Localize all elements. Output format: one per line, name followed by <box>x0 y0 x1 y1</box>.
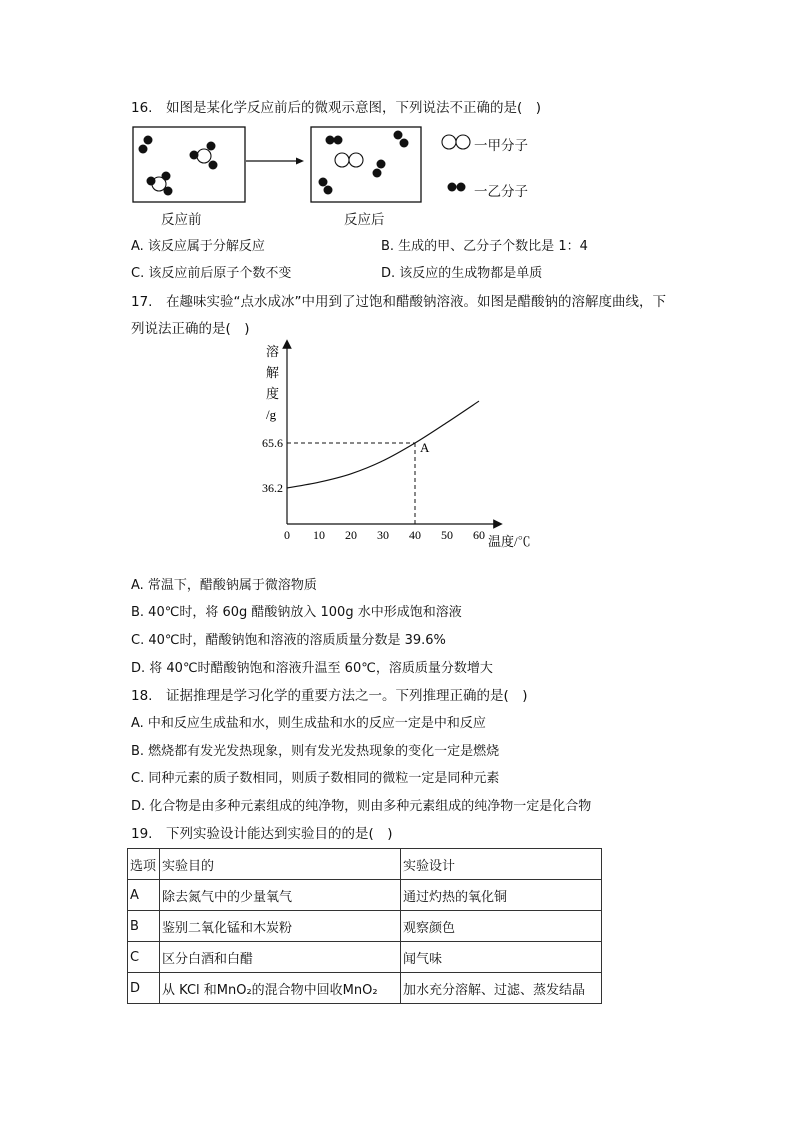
black-atom <box>162 172 171 181</box>
q18-option-a: A. 中和反应生成盐和水，则生成盐和水的反应一定是中和反应 <box>131 716 486 731</box>
q17-option-b: B. 40℃时，将 60g 醋酸钠放入 100g 水中形成饱和溶液 <box>131 605 462 620</box>
black-atom <box>400 139 409 148</box>
black-atom <box>147 177 156 186</box>
q17-option-a: A. 常温下，醋酸钠属于微溶物质 <box>131 578 317 593</box>
cell-option: B <box>128 911 160 942</box>
black-atom <box>209 161 218 170</box>
black-atom <box>319 178 328 187</box>
x-tick-label: 40 <box>409 528 421 542</box>
table-row <box>128 880 602 911</box>
legend-yi-label: 一乙分子 <box>474 184 528 200</box>
white-atom <box>335 153 349 167</box>
y-axis-label <box>266 344 279 422</box>
table-header-row <box>128 849 602 880</box>
black-atom <box>394 131 403 140</box>
cell-design: 观察颜色 <box>401 911 602 942</box>
black-atom <box>377 160 386 169</box>
table-row <box>128 973 602 1004</box>
x-tick-label: 0 <box>284 528 290 542</box>
black-atom <box>139 145 148 154</box>
x-tick-label: 60 <box>473 528 485 542</box>
legend-black-atom <box>457 183 466 192</box>
cell-design: 通过灼热的氧化铜 <box>401 880 602 911</box>
label-after: 反应后 <box>344 212 385 228</box>
black-atom <box>373 169 382 178</box>
q17-stem-line1: 17. 在趣味实验“点水成冰”中用到了过饱和醋酸钠溶液。如图是醋酸钠的溶解度曲线，下 <box>131 294 666 310</box>
x-tick-label: 50 <box>441 528 453 542</box>
black-atom <box>190 151 199 160</box>
q17-option-d: D. 将 40℃时醋酸钠饱和溶液升温至 60℃，溶质质量分数增大 <box>131 661 493 676</box>
q18-stem: 18. 证据推理是学习化学的重要方法之一。下列推理正确的是( ) <box>131 688 528 704</box>
y-axis-label-char: 溶 <box>266 344 280 359</box>
q18-option-d: D. 化合物是由多种元素组成的纯净物，则由多种元素组成的纯净物一定是化合物 <box>131 799 592 814</box>
header-purpose: 实验目的 <box>160 849 401 880</box>
legend-white-atom <box>442 135 456 149</box>
header-option: 选项 <box>128 849 160 880</box>
header-design: 实验设计 <box>401 849 602 880</box>
black-atom <box>334 136 343 145</box>
q17-stem-line2: 列说法正确的是( ) <box>131 321 250 337</box>
table-row <box>128 942 602 973</box>
cell-design: 闻气味 <box>401 942 602 973</box>
cell-purpose: 从 KCl 和MnO₂的混合物中回收MnO₂ <box>160 973 401 1004</box>
q16-option-b: B. 生成的甲、乙分子个数比是 1：4 <box>381 239 588 254</box>
x-axis-label: 温度/℃ <box>488 534 531 549</box>
y-axis-label-char: /g <box>266 407 277 422</box>
cell-option: C <box>128 942 160 973</box>
cell-option: A <box>128 880 160 911</box>
q18-option-c: C. 同种元素的质子数相同，则质子数相同的微粒一定是同种元素 <box>131 771 500 786</box>
white-atom <box>349 153 363 167</box>
black-atom <box>207 142 216 151</box>
black-atom <box>324 186 333 195</box>
solubility-curve <box>287 401 479 488</box>
cell-option: D <box>128 973 160 1004</box>
q16-option-a: A. 该反应属于分解反应 <box>131 239 265 254</box>
q16-option-d: D. 该反应的生成物都是单质 <box>381 266 543 281</box>
legend-white-atom <box>456 135 470 149</box>
black-atom <box>164 187 173 196</box>
y-axis-label-char: 解 <box>266 365 280 380</box>
arrow-head <box>296 158 304 165</box>
black-atom <box>326 136 335 145</box>
cell-purpose: 区分白酒和白醋 <box>160 942 401 973</box>
q17-option-c: C. 40℃时，醋酸钠饱和溶液的溶质质量分数是 39.6% <box>131 633 446 648</box>
cell-design: 加水充分溶解、过滤、蒸发结晶 <box>401 973 602 1004</box>
y-tick-label: 65.6 <box>262 436 283 450</box>
white-atom <box>197 149 211 163</box>
x-tick-label: 10 <box>313 528 325 542</box>
solubility-chart <box>250 338 550 553</box>
q16-option-c: C. 该反应前后原子个数不变 <box>131 266 292 281</box>
legend-black-atom <box>448 183 457 192</box>
q19-stem: 19. 下列实验设计能达到实验目的的是( ) <box>131 826 393 842</box>
point-a-label: A <box>420 440 430 455</box>
experiment-table <box>127 848 602 1004</box>
legend-jia-label: 一甲分子 <box>474 138 528 154</box>
cell-purpose: 鉴别二氧化锰和木炭粉 <box>160 911 401 942</box>
table-row <box>128 911 602 942</box>
label-before: 反应前 <box>161 212 202 228</box>
y-tick-label: 36.2 <box>262 481 283 495</box>
x-tick-label: 20 <box>345 528 357 542</box>
black-atom <box>144 136 153 145</box>
cell-purpose: 除去氮气中的少量氧气 <box>160 880 401 911</box>
q16-stem: 16. 如图是某化学反应前后的微观示意图，下列说法不正确的是( ) <box>131 100 542 116</box>
y-axis-label-char: 度 <box>266 386 280 401</box>
x-tick-label: 30 <box>377 528 389 542</box>
q18-option-b: B. 燃烧都有发光发热现象，则有发光发热现象的变化一定是燃烧 <box>131 744 500 759</box>
